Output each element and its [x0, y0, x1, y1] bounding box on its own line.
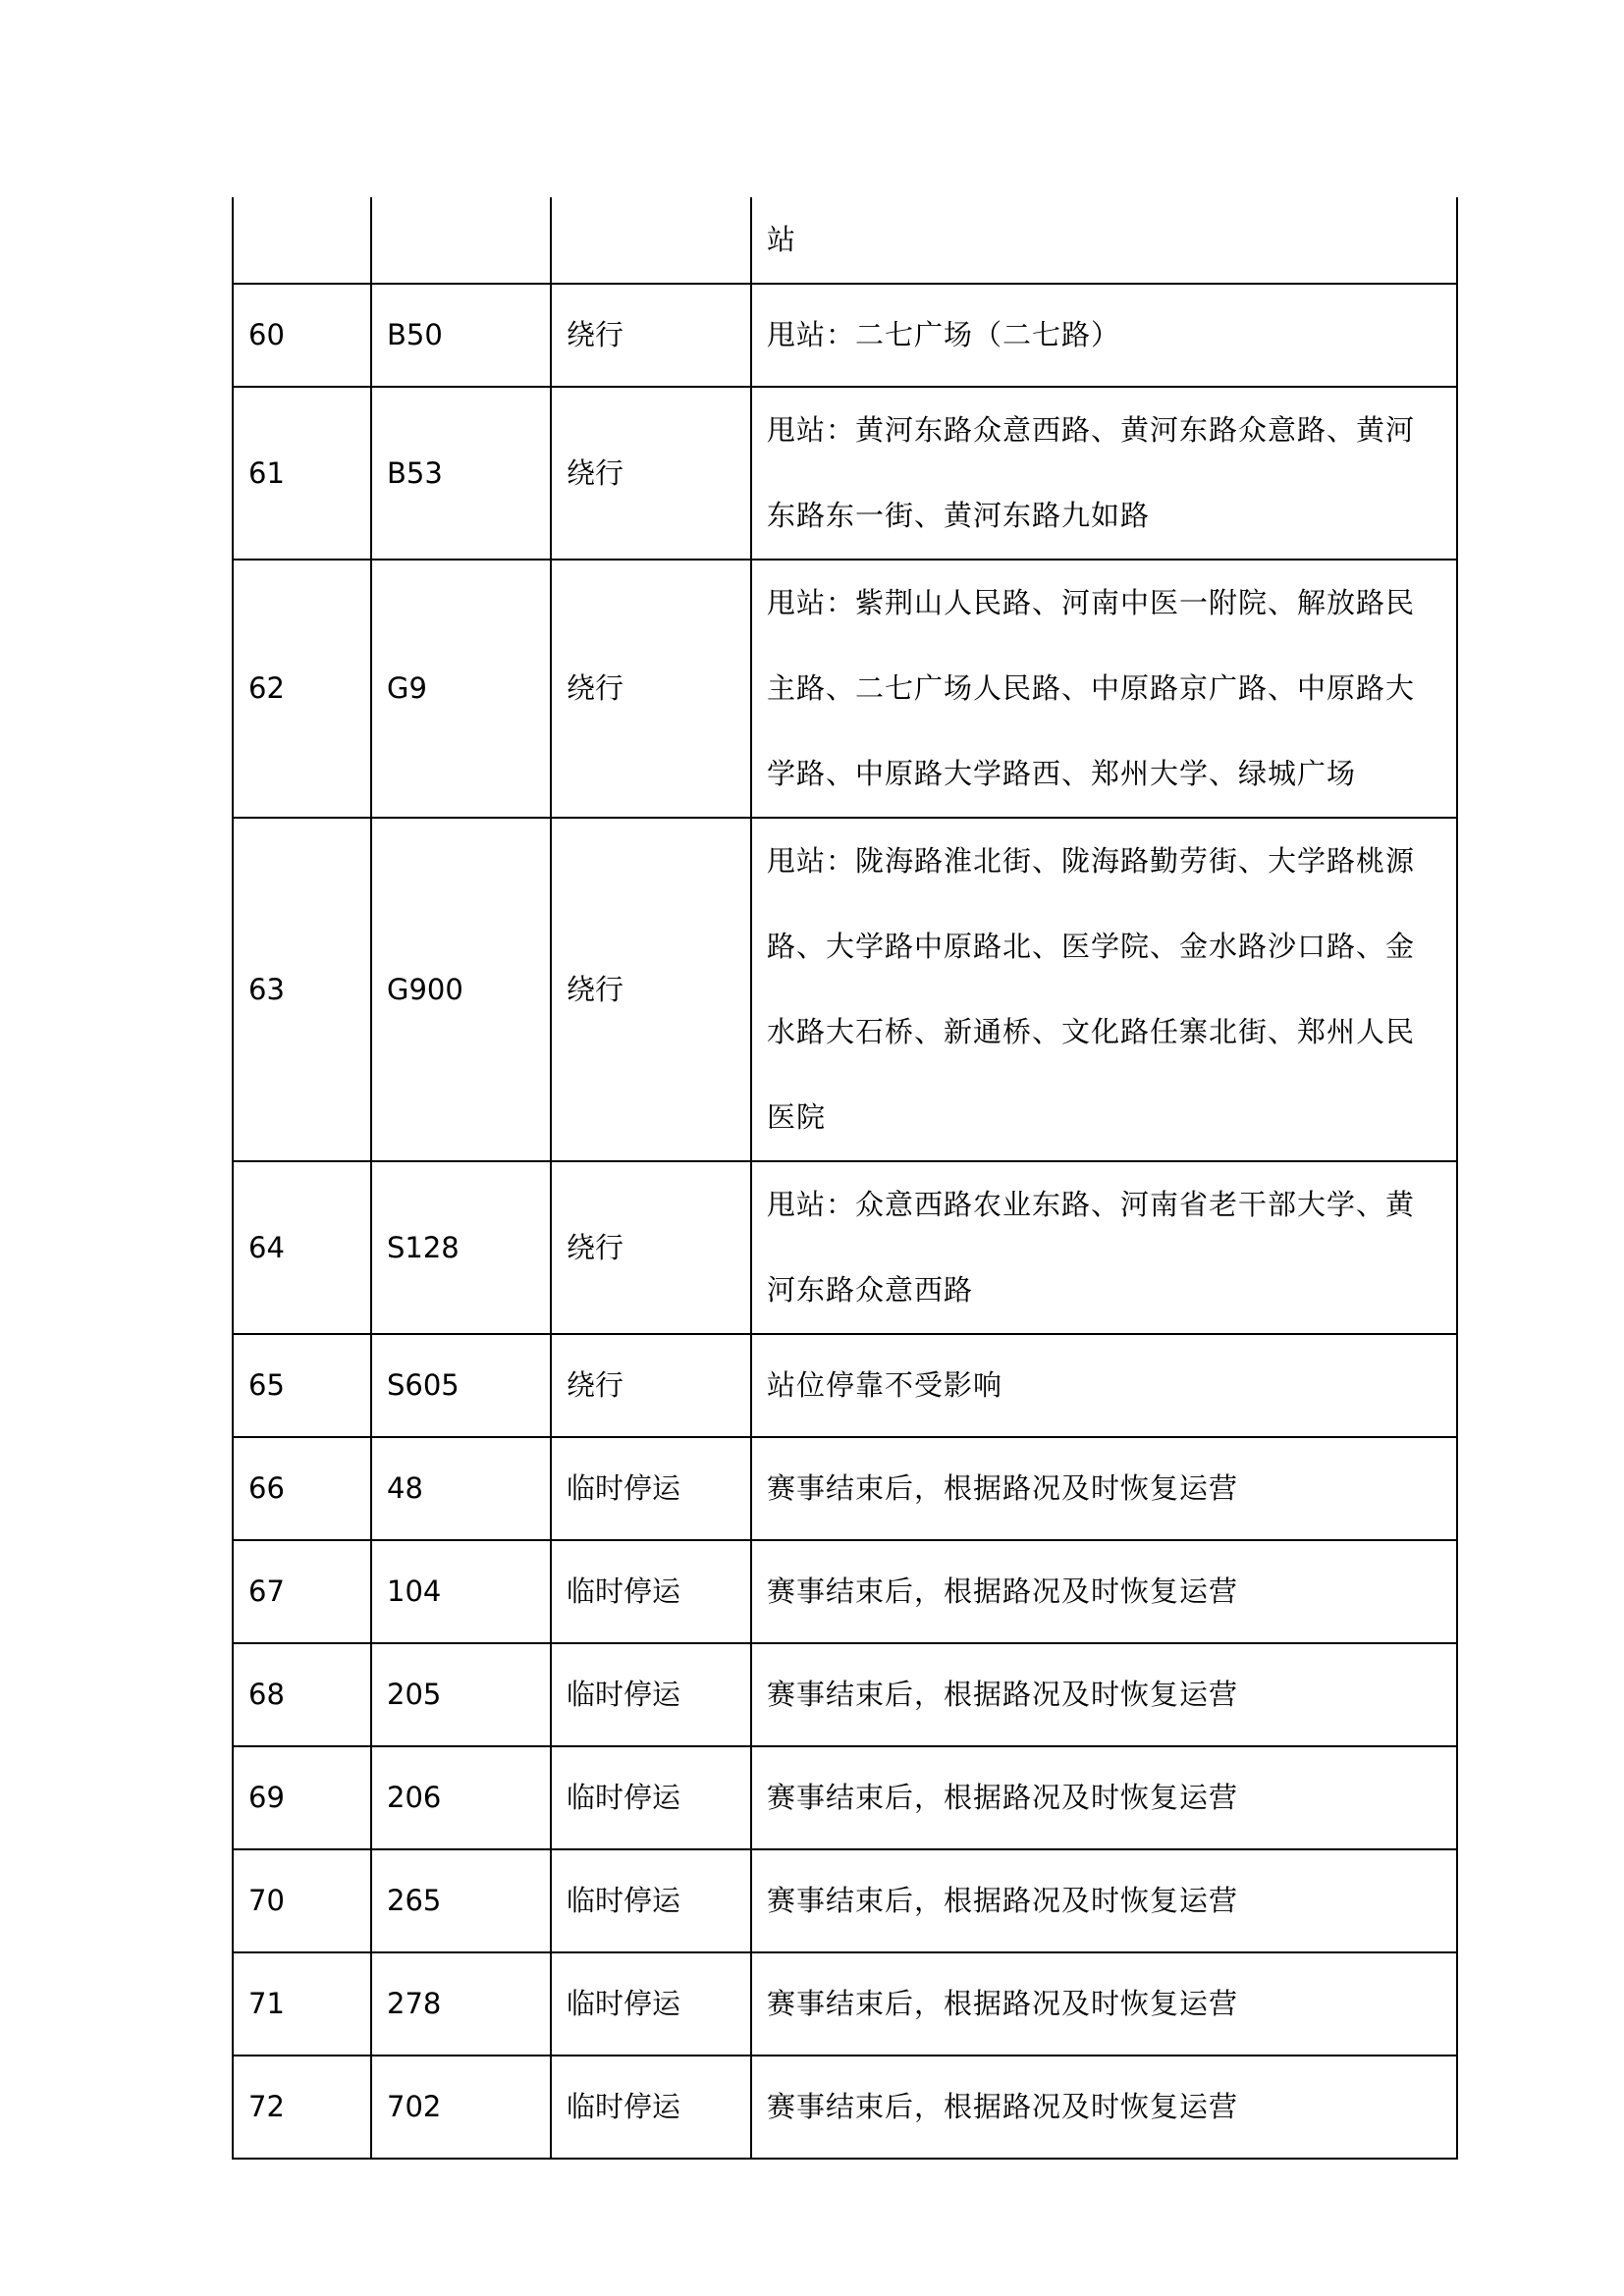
table-row [233, 1746, 1457, 1849]
row-number: 69 [233, 1746, 371, 1849]
table-row [233, 560, 1457, 818]
table-row [233, 387, 1457, 560]
affected-stops: 赛事结束后，根据路况及时恢复运营 [751, 1437, 1457, 1540]
row-number [233, 197, 371, 284]
row-number: 66 [233, 1437, 371, 1540]
table-row [233, 1437, 1457, 1540]
table-row [233, 197, 1457, 284]
row-number: 67 [233, 1540, 371, 1643]
table-row [233, 2056, 1457, 2159]
affected-stops: 赛事结束后，根据路况及时恢复运营 [751, 1746, 1457, 1849]
adjustment-type: 绕行 [551, 1161, 751, 1334]
row-number: 71 [233, 1952, 371, 2056]
affected-stops: 赛事结束后，根据路况及时恢复运营 [751, 1849, 1457, 1952]
row-number: 62 [233, 560, 371, 818]
affected-stops: 站位停靠不受影响 [751, 1334, 1457, 1437]
row-number: 60 [233, 284, 371, 387]
bus-route-adjustment-table [232, 197, 1458, 2160]
row-number: 63 [233, 818, 371, 1161]
route-number: 278 [371, 1952, 551, 2056]
route-number: S128 [371, 1161, 551, 1334]
affected-stops: 甩站：黄河东路众意西路、黄河东路众意路、黄河东路东一街、黄河东路九如路 [751, 387, 1457, 560]
route-number: 206 [371, 1746, 551, 1849]
route-number: 205 [371, 1643, 551, 1746]
table-row [233, 1849, 1457, 1952]
adjustment-type: 绕行 [551, 387, 751, 560]
route-number: G9 [371, 560, 551, 818]
adjustment-type: 临时停运 [551, 1437, 751, 1540]
route-number: S605 [371, 1334, 551, 1437]
adjustment-type: 临时停运 [551, 1643, 751, 1746]
table-row [233, 284, 1457, 387]
row-number: 70 [233, 1849, 371, 1952]
adjustment-type: 绕行 [551, 560, 751, 818]
adjustment-type: 绕行 [551, 284, 751, 387]
affected-stops: 赛事结束后，根据路况及时恢复运营 [751, 2056, 1457, 2159]
affected-stops: 站 [751, 197, 1457, 284]
route-number: 48 [371, 1437, 551, 1540]
adjustment-type: 临时停运 [551, 2056, 751, 2159]
adjustment-type [551, 197, 751, 284]
table-row [233, 1643, 1457, 1746]
route-number: B50 [371, 284, 551, 387]
route-number: 265 [371, 1849, 551, 1952]
affected-stops: 甩站：紫荆山人民路、河南中医一附院、解放路民主路、二七广场人民路、中原路京广路、中原路大学路、中原路大学路西、郑州大学、绿城广场 [751, 560, 1457, 818]
adjustment-type: 临时停运 [551, 1746, 751, 1849]
table-row [233, 1161, 1457, 1334]
adjustment-type: 临时停运 [551, 1952, 751, 2056]
row-number: 68 [233, 1643, 371, 1746]
adjustment-type: 绕行 [551, 818, 751, 1161]
table-row [233, 1952, 1457, 2056]
row-number: 65 [233, 1334, 371, 1437]
row-number: 61 [233, 387, 371, 560]
route-number: 104 [371, 1540, 551, 1643]
affected-stops: 赛事结束后，根据路况及时恢复运营 [751, 1540, 1457, 1643]
adjustment-type: 临时停运 [551, 1849, 751, 1952]
affected-stops: 赛事结束后，根据路况及时恢复运营 [751, 1643, 1457, 1746]
table-row [233, 1540, 1457, 1643]
row-number: 72 [233, 2056, 371, 2159]
affected-stops: 甩站：二七广场（二七路） [751, 284, 1457, 387]
adjustment-type: 临时停运 [551, 1540, 751, 1643]
route-number: 702 [371, 2056, 551, 2159]
adjustment-type: 绕行 [551, 1334, 751, 1437]
row-number: 64 [233, 1161, 371, 1334]
affected-stops: 赛事结束后，根据路况及时恢复运营 [751, 1952, 1457, 2056]
affected-stops: 甩站：陇海路淮北街、陇海路勤劳街、大学路桃源路、大学路中原路北、医学院、金水路沙口路、金水路大石桥、新通桥、文化路任寨北街、郑州人民医院 [751, 818, 1457, 1161]
route-number: G900 [371, 818, 551, 1161]
route-number: B53 [371, 387, 551, 560]
table-row [233, 1334, 1457, 1437]
affected-stops: 甩站：众意西路农业东路、河南省老干部大学、黄河东路众意西路 [751, 1161, 1457, 1334]
route-number [371, 197, 551, 284]
table-row [233, 818, 1457, 1161]
